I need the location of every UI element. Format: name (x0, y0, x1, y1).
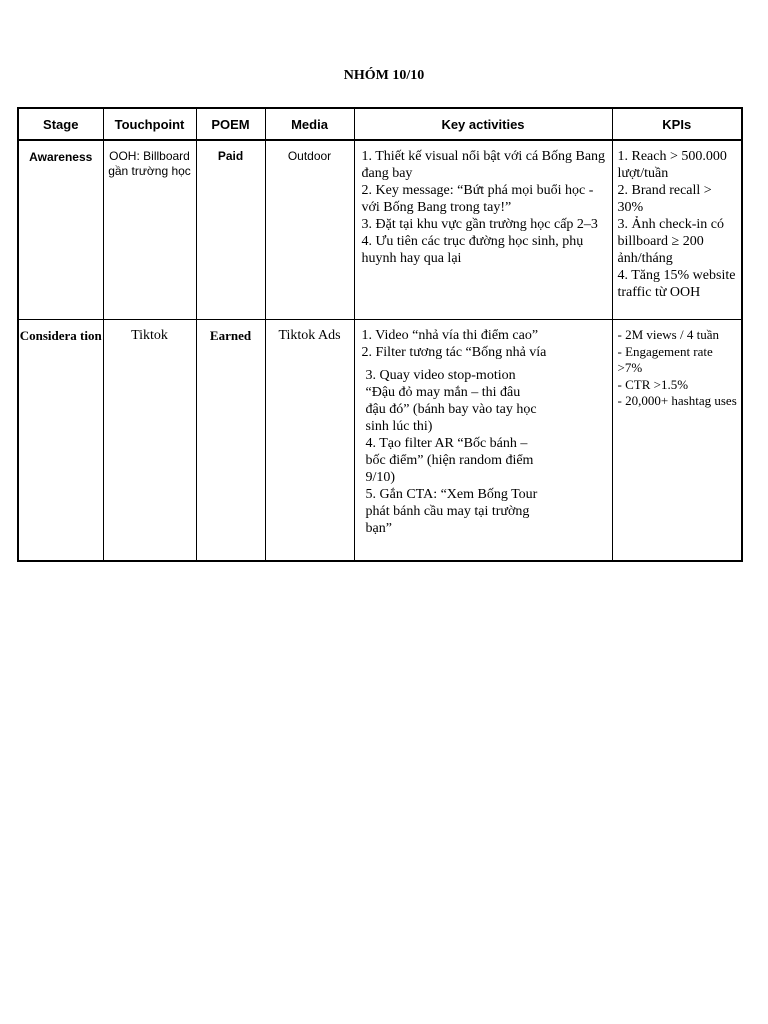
activity-item: 2. Filter tương tác “Bống nhả vía (361, 345, 547, 360)
kpi-item: 3. Ảnh check-in có billboard ≥ 200 ảnh/tháng (617, 217, 725, 266)
kpis-cell (612, 140, 742, 320)
kpi-item: - CTR >1.5% (617, 376, 689, 392)
touchpoint-cell (103, 320, 196, 562)
activity-item: 1. Thiết kế visual nổi bật với cá Bống Bang đang bay (361, 149, 606, 181)
header-media: Media (265, 108, 354, 140)
table-row (18, 320, 742, 562)
table-header-row (18, 108, 742, 140)
stage-cell (18, 320, 103, 562)
activity-item: 5. Gắn CTA: “Xem Bống Tour phát bánh cầu may tại trường bạn” (365, 487, 538, 536)
table-row (18, 140, 742, 320)
media-plan-table (17, 107, 743, 562)
stage-label: Awareness (29, 150, 93, 164)
header-key-activities: Key activities (354, 108, 612, 140)
activities-cell (354, 320, 612, 562)
kpi-item: 1. Reach > 500.000 lượt/tuần (617, 149, 727, 181)
media-cell (265, 320, 354, 562)
activity-item: 4. Ưu tiên các trục đường học sinh, phụ huynh hay qua lại (361, 234, 584, 266)
kpis-cell (612, 320, 742, 562)
touchpoint-label: OOH: Billboard gần trường học (108, 149, 191, 178)
activity-item: 2. Key message: “Bứt phá mọi buổi học - với Bống Bang trong tay!” (361, 183, 594, 215)
header-kpis: KPIs (612, 108, 742, 140)
poem-cell (196, 140, 265, 320)
poem-label: Earned (209, 328, 252, 343)
header-poem: POEM (196, 108, 265, 140)
poem-label: Paid (217, 149, 244, 163)
activity-item: 1. Video “nhả vía thi điểm cao” (361, 328, 539, 343)
touchpoint-label: Tiktok (131, 328, 168, 343)
kpi-item: 2. Brand recall > 30% (617, 183, 712, 215)
kpi-item: - 20,000+ hashtag uses (617, 393, 737, 408)
kpi-item: - Engagement rate >7% (617, 343, 713, 375)
media-cell (265, 140, 354, 320)
stage-cell (18, 140, 103, 320)
touchpoint-cell (103, 140, 196, 320)
media-label: Outdoor (287, 149, 332, 163)
activity-item: 4. Tạo filter AR “Bốc bánh – bốc điểm” (hiện random điểm 9/10) (365, 436, 534, 485)
page-title: NHÓM 10/10 (343, 68, 425, 83)
poem-cell (196, 320, 265, 562)
activity-item: 3. Quay video stop-motion “Đậu đỏ may mắn – thi đâu đậu đó” (bánh bay vào tay học sinh lúc thi) (365, 368, 537, 434)
media-label: Tiktok Ads (278, 328, 341, 343)
activities-cell (354, 140, 612, 320)
header-stage: Stage (18, 108, 103, 140)
stage-label: Considera tion (19, 328, 102, 343)
kpi-item: 4. Tăng 15% website traffic từ OOH (617, 268, 736, 300)
kpi-item: - 2M views / 4 tuần (617, 327, 719, 342)
activity-item: 3. Đặt tại khu vực gần trường học cấp 2–3 (361, 217, 598, 232)
header-touchpoint: Touchpoint (103, 108, 196, 140)
